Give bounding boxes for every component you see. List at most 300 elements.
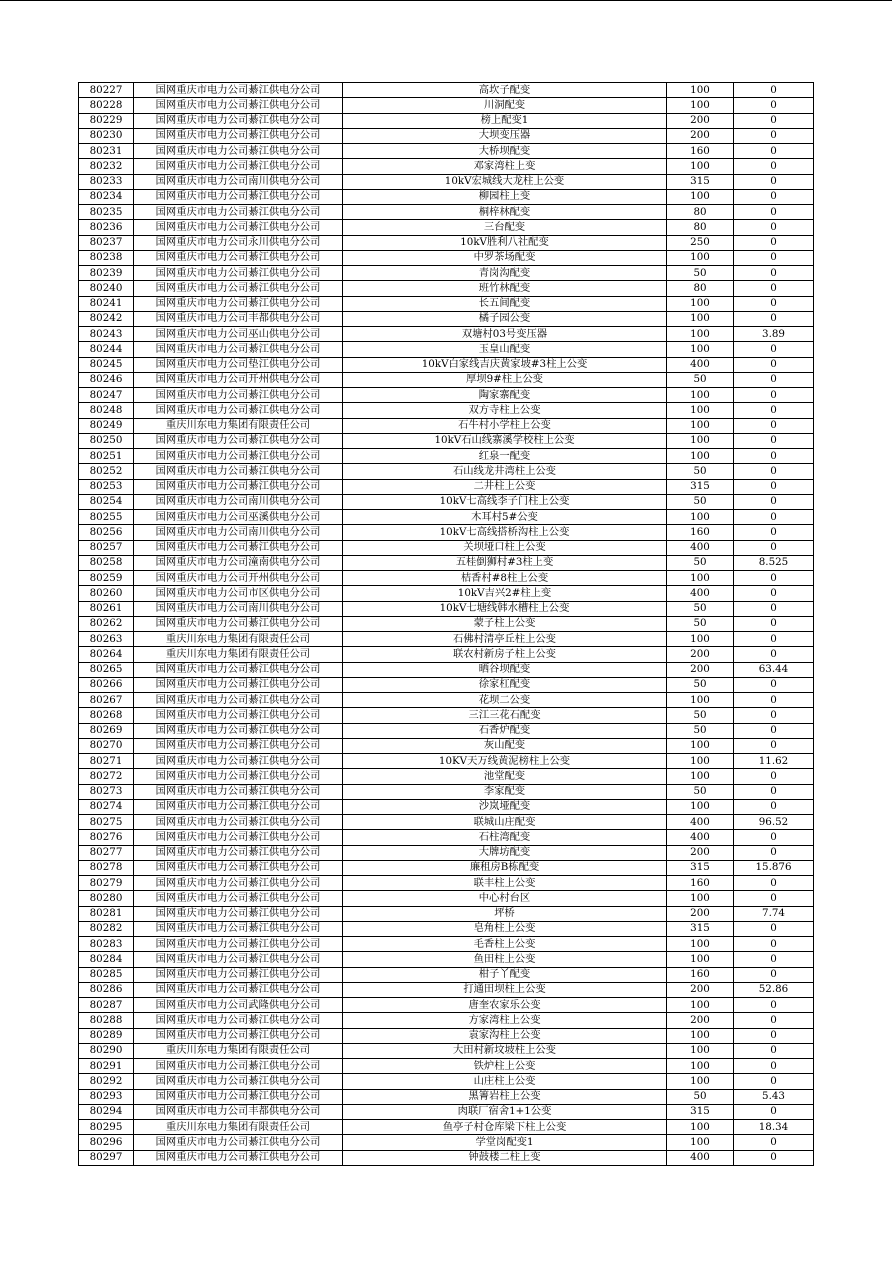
company-cell: 国网重庆市电力公司潼南供电分公司	[134, 555, 343, 570]
company-cell: 重庆川东电力集团有限责任公司	[134, 647, 343, 662]
value-cell: 0	[734, 967, 814, 982]
row-id-cell: 80279	[79, 876, 134, 891]
row-id-cell: 80240	[79, 281, 134, 296]
capacity-cell: 50	[667, 494, 734, 509]
transformer-name-cell: 沙岚垭配变	[343, 799, 667, 814]
value-cell: 0	[734, 494, 814, 509]
value-cell: 0	[734, 250, 814, 265]
value-cell: 0	[734, 723, 814, 738]
row-id-cell: 80229	[79, 113, 134, 128]
company-cell: 国网重庆市电力公司开州供电分公司	[134, 372, 343, 387]
row-id-cell: 80261	[79, 601, 134, 616]
value-cell: 0	[734, 205, 814, 220]
row-id-cell: 80278	[79, 860, 134, 875]
row-id-cell: 80272	[79, 769, 134, 784]
row-id-cell: 80236	[79, 220, 134, 235]
capacity-cell: 100	[667, 632, 734, 647]
transformer-name-cell: 三台配变	[343, 220, 667, 235]
capacity-cell: 100	[667, 342, 734, 357]
transformer-name-cell: 桔香村#8柱上公变	[343, 571, 667, 586]
table-row	[79, 708, 814, 723]
transformer-name-cell: 10kV宏城线大龙柱上公变	[343, 174, 667, 189]
table-row	[79, 250, 814, 265]
value-cell: 18.34	[734, 1120, 814, 1135]
capacity-cell: 100	[667, 296, 734, 311]
value-cell: 0	[734, 342, 814, 357]
company-cell: 国网重庆市电力公司丰都供电分公司	[134, 1104, 343, 1119]
row-id-cell: 80292	[79, 1074, 134, 1089]
row-id-cell: 80277	[79, 845, 134, 860]
value-cell: 0	[734, 144, 814, 159]
capacity-cell: 80	[667, 220, 734, 235]
row-id-cell: 80266	[79, 677, 134, 692]
row-id-cell: 80288	[79, 1013, 134, 1028]
transformer-name-cell: 李家配变	[343, 784, 667, 799]
table-row	[79, 952, 814, 967]
capacity-cell: 100	[667, 693, 734, 708]
row-id-cell: 80286	[79, 982, 134, 997]
row-id-cell: 80257	[79, 540, 134, 555]
transformer-name-cell: 钟鼓楼二柱上变	[343, 1150, 667, 1165]
transformer-name-cell: 鱼亭子村仓库梁下柱上公变	[343, 1120, 667, 1135]
row-id-cell: 80282	[79, 921, 134, 936]
capacity-cell: 315	[667, 860, 734, 875]
value-cell: 0	[734, 372, 814, 387]
value-cell: 0	[734, 159, 814, 174]
value-cell: 0	[734, 1043, 814, 1058]
company-cell: 国网重庆市电力公司綦江供电分公司	[134, 296, 343, 311]
table-row	[79, 891, 814, 906]
capacity-cell: 100	[667, 250, 734, 265]
row-id-cell: 80231	[79, 144, 134, 159]
transformer-name-cell: 袁家沟柱上公变	[343, 1028, 667, 1043]
capacity-cell: 400	[667, 830, 734, 845]
row-id-cell: 80280	[79, 891, 134, 906]
table-row	[79, 83, 814, 98]
table-row	[79, 998, 814, 1013]
table-row	[79, 311, 814, 326]
table-row	[79, 632, 814, 647]
value-cell: 0	[734, 174, 814, 189]
capacity-cell: 80	[667, 281, 734, 296]
row-id-cell: 80290	[79, 1043, 134, 1058]
company-cell: 国网重庆市电力公司南川供电分公司	[134, 174, 343, 189]
table-row	[79, 1150, 814, 1165]
capacity-cell: 100	[667, 738, 734, 753]
company-cell: 国网重庆市电力公司綦江供电分公司	[134, 388, 343, 403]
value-cell: 0	[734, 479, 814, 494]
company-cell: 国网重庆市电力公司綦江供电分公司	[134, 982, 343, 997]
capacity-cell: 50	[667, 555, 734, 570]
value-cell: 96.52	[734, 815, 814, 830]
row-id-cell: 80230	[79, 128, 134, 143]
capacity-cell: 100	[667, 388, 734, 403]
company-cell: 国网重庆市电力公司武隆供电分公司	[134, 998, 343, 1013]
company-cell: 国网重庆市电力公司开州供电分公司	[134, 571, 343, 586]
capacity-cell: 100	[667, 571, 734, 586]
company-cell: 国网重庆市电力公司巫溪供电分公司	[134, 510, 343, 525]
row-id-cell: 80296	[79, 1135, 134, 1150]
table-row	[79, 494, 814, 509]
company-cell: 国网重庆市电力公司綦江供电分公司	[134, 708, 343, 723]
company-cell: 国网重庆市电力公司綦江供电分公司	[134, 738, 343, 753]
table-row	[79, 205, 814, 220]
row-id-cell: 80234	[79, 189, 134, 204]
row-id-cell: 80264	[79, 647, 134, 662]
row-id-cell: 80294	[79, 1104, 134, 1119]
transformer-name-cell: 桐梓林配变	[343, 205, 667, 220]
table-row	[79, 1135, 814, 1150]
capacity-cell: 200	[667, 845, 734, 860]
table-row	[79, 845, 814, 860]
capacity-cell: 160	[667, 967, 734, 982]
table-row	[79, 1043, 814, 1058]
row-id-cell: 80250	[79, 433, 134, 448]
value-cell: 63.44	[734, 662, 814, 677]
capacity-cell: 50	[667, 372, 734, 387]
capacity-cell: 315	[667, 174, 734, 189]
value-cell: 0	[734, 433, 814, 448]
capacity-cell: 100	[667, 189, 734, 204]
table-row	[79, 799, 814, 814]
transformer-name-cell: 大牌坊配变	[343, 845, 667, 860]
capacity-cell: 100	[667, 98, 734, 113]
value-cell: 0	[734, 952, 814, 967]
transformer-name-cell: 中罗茶场配变	[343, 250, 667, 265]
transformer-name-cell: 坪桥	[343, 906, 667, 921]
table-row	[79, 510, 814, 525]
value-cell: 15.876	[734, 860, 814, 875]
value-cell: 0	[734, 418, 814, 433]
row-id-cell: 80263	[79, 632, 134, 647]
transformer-name-cell: 10kV白家线吉庆黄家坡#3柱上公变	[343, 357, 667, 372]
row-id-cell: 80235	[79, 205, 134, 220]
value-cell: 0	[734, 83, 814, 98]
row-id-cell: 80297	[79, 1150, 134, 1165]
capacity-cell: 160	[667, 144, 734, 159]
capacity-cell: 100	[667, 1059, 734, 1074]
company-cell: 国网重庆市电力公司綦江供电分公司	[134, 693, 343, 708]
row-id-cell: 80273	[79, 784, 134, 799]
transformer-name-cell: 联城山庄配变	[343, 815, 667, 830]
table-row	[79, 281, 814, 296]
row-id-cell: 80252	[79, 464, 134, 479]
company-cell: 国网重庆市电力公司綦江供电分公司	[134, 937, 343, 952]
company-cell: 国网重庆市电力公司綦江供电分公司	[134, 266, 343, 281]
value-cell: 0	[734, 1059, 814, 1074]
table-row	[79, 1089, 814, 1104]
capacity-cell: 200	[667, 982, 734, 997]
value-cell: 0	[734, 921, 814, 936]
capacity-cell: 50	[667, 464, 734, 479]
table-row	[79, 937, 814, 952]
transformer-name-cell: 唐奎农家乐公变	[343, 998, 667, 1013]
table-row	[79, 372, 814, 387]
company-cell: 国网重庆市电力公司綦江供电分公司	[134, 1089, 343, 1104]
transformer-name-cell: 中心村台区	[343, 891, 667, 906]
row-id-cell: 80254	[79, 494, 134, 509]
table-body	[79, 83, 814, 1166]
value-cell: 5.43	[734, 1089, 814, 1104]
company-cell: 国网重庆市电力公司綦江供电分公司	[134, 616, 343, 631]
transformer-name-cell: 石山线龙井湾柱上公变	[343, 464, 667, 479]
row-id-cell: 80270	[79, 738, 134, 753]
capacity-cell: 100	[667, 1135, 734, 1150]
capacity-cell: 200	[667, 128, 734, 143]
value-cell: 0	[734, 891, 814, 906]
value-cell: 0	[734, 571, 814, 586]
table-row	[79, 1013, 814, 1028]
value-cell: 0	[734, 830, 814, 845]
table-row	[79, 189, 814, 204]
row-id-cell: 80289	[79, 1028, 134, 1043]
company-cell: 国网重庆市电力公司綦江供电分公司	[134, 1059, 343, 1074]
transformer-name-cell: 10KV天万线黄泥榜柱上公变	[343, 754, 667, 769]
company-cell: 国网重庆市电力公司綦江供电分公司	[134, 952, 343, 967]
capacity-cell: 100	[667, 998, 734, 1013]
transformer-name-cell: 蒙子柱上公变	[343, 616, 667, 631]
row-id-cell: 80228	[79, 98, 134, 113]
transformer-name-cell: 红泉一配变	[343, 449, 667, 464]
value-cell: 0	[734, 601, 814, 616]
table-row	[79, 769, 814, 784]
capacity-cell: 200	[667, 1013, 734, 1028]
transformer-name-cell: 10kV七塘线韩水槽柱上公变	[343, 601, 667, 616]
capacity-cell: 100	[667, 1120, 734, 1135]
table-row	[79, 967, 814, 982]
capacity-cell: 400	[667, 1150, 734, 1165]
company-cell: 国网重庆市电力公司綦江供电分公司	[134, 159, 343, 174]
value-cell: 0	[734, 998, 814, 1013]
table-row	[79, 1059, 814, 1074]
table-row	[79, 220, 814, 235]
transformer-name-cell: 10kV石山线寨溪学校柱上公变	[343, 433, 667, 448]
table-row	[79, 601, 814, 616]
transformer-name-cell: 池堂配变	[343, 769, 667, 784]
transformer-name-cell: 肉联厂宿舍1+1公变	[343, 1104, 667, 1119]
company-cell: 国网重庆市电力公司綦江供电分公司	[134, 220, 343, 235]
company-cell: 国网重庆市电力公司綦江供电分公司	[134, 449, 343, 464]
capacity-cell: 315	[667, 479, 734, 494]
value-cell: 0	[734, 1104, 814, 1119]
value-cell: 0	[734, 586, 814, 601]
table-row	[79, 677, 814, 692]
value-cell: 0	[734, 189, 814, 204]
transformer-name-cell: 铁炉柱上公变	[343, 1059, 667, 1074]
table-row	[79, 586, 814, 601]
value-cell: 0	[734, 388, 814, 403]
row-id-cell: 80243	[79, 327, 134, 342]
row-id-cell: 80285	[79, 967, 134, 982]
transformer-name-cell: 木耳村5#公变	[343, 510, 667, 525]
transformer-name-cell: 关坝垭口柱上公变	[343, 540, 667, 555]
company-cell: 国网重庆市电力公司綦江供电分公司	[134, 189, 343, 204]
table-row	[79, 540, 814, 555]
row-id-cell: 80275	[79, 815, 134, 830]
table-row	[79, 784, 814, 799]
company-cell: 国网重庆市电力公司巫山供电分公司	[134, 327, 343, 342]
company-cell: 国网重庆市电力公司綦江供电分公司	[134, 433, 343, 448]
capacity-cell: 400	[667, 586, 734, 601]
transformer-name-cell: 青岗沟配变	[343, 266, 667, 281]
capacity-cell: 100	[667, 769, 734, 784]
transformer-name-cell: 大田村新坟坡柱上公变	[343, 1043, 667, 1058]
transformer-table	[78, 82, 814, 1166]
transformer-name-cell: 五桂倒狮村#3柱上变	[343, 555, 667, 570]
value-cell: 7.74	[734, 906, 814, 921]
company-cell: 国网重庆市电力公司綦江供电分公司	[134, 799, 343, 814]
table-row	[79, 1074, 814, 1089]
value-cell: 0	[734, 738, 814, 753]
company-cell: 国网重庆市电力公司綦江供电分公司	[134, 784, 343, 799]
table-row	[79, 1028, 814, 1043]
value-cell: 0	[734, 281, 814, 296]
row-id-cell: 80242	[79, 311, 134, 326]
transformer-name-cell: 毛香柱上公变	[343, 937, 667, 952]
table-row	[79, 479, 814, 494]
company-cell: 国网重庆市电力公司綦江供电分公司	[134, 113, 343, 128]
capacity-cell: 80	[667, 205, 734, 220]
company-cell: 国网重庆市电力公司綦江供电分公司	[134, 967, 343, 982]
company-cell: 国网重庆市电力公司市区供电分公司	[134, 586, 343, 601]
company-cell: 国网重庆市电力公司綦江供电分公司	[134, 128, 343, 143]
table-row	[79, 159, 814, 174]
value-cell: 0	[734, 98, 814, 113]
table-row	[79, 388, 814, 403]
row-id-cell: 80244	[79, 342, 134, 357]
company-cell: 国网重庆市电力公司綦江供电分公司	[134, 342, 343, 357]
table-row	[79, 128, 814, 143]
row-id-cell: 80249	[79, 418, 134, 433]
row-id-cell: 80265	[79, 662, 134, 677]
company-cell: 重庆川东电力集团有限责任公司	[134, 1043, 343, 1058]
capacity-cell: 100	[667, 952, 734, 967]
company-cell: 国网重庆市电力公司綦江供电分公司	[134, 98, 343, 113]
transformer-name-cell: 邓家湾柱上变	[343, 159, 667, 174]
transformer-name-cell: 橘子园公变	[343, 311, 667, 326]
transformer-name-cell: 打通田坝柱上公变	[343, 982, 667, 997]
capacity-cell: 200	[667, 113, 734, 128]
row-id-cell: 80281	[79, 906, 134, 921]
value-cell: 0	[734, 1013, 814, 1028]
table-row	[79, 525, 814, 540]
value-cell: 0	[734, 449, 814, 464]
transformer-name-cell: 三江三花石配变	[343, 708, 667, 723]
company-cell: 国网重庆市电力公司綦江供电分公司	[134, 1150, 343, 1165]
company-cell: 国网重庆市电力公司綦江供电分公司	[134, 479, 343, 494]
company-cell: 国网重庆市电力公司垫江供电分公司	[134, 357, 343, 372]
row-id-cell: 80227	[79, 83, 134, 98]
table-row	[79, 662, 814, 677]
capacity-cell: 200	[667, 647, 734, 662]
table-row	[79, 754, 814, 769]
row-id-cell: 80295	[79, 1120, 134, 1135]
row-id-cell: 80241	[79, 296, 134, 311]
capacity-cell: 200	[667, 906, 734, 921]
transformer-name-cell: 玉皇山配变	[343, 342, 667, 357]
transformer-name-cell: 皂角柱上公变	[343, 921, 667, 936]
transformer-name-cell: 陶家寨配变	[343, 388, 667, 403]
capacity-cell: 100	[667, 510, 734, 525]
company-cell: 国网重庆市电力公司丰都供电分公司	[134, 311, 343, 326]
capacity-cell: 100	[667, 891, 734, 906]
row-id-cell: 80255	[79, 510, 134, 525]
company-cell: 国网重庆市电力公司綦江供电分公司	[134, 1074, 343, 1089]
value-cell: 0	[734, 540, 814, 555]
capacity-cell: 50	[667, 1089, 734, 1104]
transformer-name-cell: 黑箐岩柱上公变	[343, 1089, 667, 1104]
table-row	[79, 555, 814, 570]
capacity-cell: 100	[667, 433, 734, 448]
company-cell: 国网重庆市电力公司綦江供电分公司	[134, 144, 343, 159]
capacity-cell: 250	[667, 235, 734, 250]
company-cell: 国网重庆市电力公司綦江供电分公司	[134, 906, 343, 921]
row-id-cell: 80251	[79, 449, 134, 464]
row-id-cell: 80276	[79, 830, 134, 845]
table-row	[79, 876, 814, 891]
company-cell: 国网重庆市电力公司綦江供电分公司	[134, 205, 343, 220]
capacity-cell: 100	[667, 449, 734, 464]
row-id-cell: 80260	[79, 586, 134, 601]
value-cell: 0	[734, 357, 814, 372]
company-cell: 国网重庆市电力公司南川供电分公司	[134, 494, 343, 509]
value-cell: 0	[734, 113, 814, 128]
company-cell: 重庆川东电力集团有限责任公司	[134, 1120, 343, 1135]
row-id-cell: 80259	[79, 571, 134, 586]
value-cell: 0	[734, 693, 814, 708]
capacity-cell: 200	[667, 662, 734, 677]
table-row	[79, 571, 814, 586]
table-row	[79, 738, 814, 753]
row-id-cell: 80284	[79, 952, 134, 967]
value-cell: 0	[734, 525, 814, 540]
row-id-cell: 80233	[79, 174, 134, 189]
table-row	[79, 174, 814, 189]
value-cell: 0	[734, 510, 814, 525]
capacity-cell: 100	[667, 937, 734, 952]
transformer-name-cell: 10kV吉兴2#柱上变	[343, 586, 667, 601]
transformer-name-cell: 榜上配变1	[343, 113, 667, 128]
value-cell: 0	[734, 845, 814, 860]
table-row	[79, 906, 814, 921]
company-cell: 重庆川东电力集团有限责任公司	[134, 418, 343, 433]
value-cell: 0	[734, 769, 814, 784]
capacity-cell: 315	[667, 1104, 734, 1119]
transformer-name-cell: 10kV七高线李子门柱上公变	[343, 494, 667, 509]
capacity-cell: 100	[667, 418, 734, 433]
table-row	[79, 647, 814, 662]
transformer-name-cell: 柑子丫配变	[343, 967, 667, 982]
table-row	[79, 235, 814, 250]
company-cell: 国网重庆市电力公司綦江供电分公司	[134, 83, 343, 98]
capacity-cell: 100	[667, 403, 734, 418]
row-id-cell: 80269	[79, 723, 134, 738]
row-id-cell: 80245	[79, 357, 134, 372]
transformer-name-cell: 双方寺柱上公变	[343, 403, 667, 418]
value-cell: 0	[734, 784, 814, 799]
capacity-cell: 100	[667, 754, 734, 769]
transformer-name-cell: 灰山配变	[343, 738, 667, 753]
table-row	[79, 921, 814, 936]
transformer-name-cell: 学堂岗配变1	[343, 1135, 667, 1150]
value-cell: 0	[734, 220, 814, 235]
transformer-name-cell: 班竹林配变	[343, 281, 667, 296]
transformer-name-cell: 厚坝9#柱上公变	[343, 372, 667, 387]
value-cell: 11.62	[734, 754, 814, 769]
transformer-name-cell: 石柱湾配变	[343, 830, 667, 845]
company-cell: 国网重庆市电力公司綦江供电分公司	[134, 754, 343, 769]
transformer-name-cell: 联农村新房子柱上公变	[343, 647, 667, 662]
